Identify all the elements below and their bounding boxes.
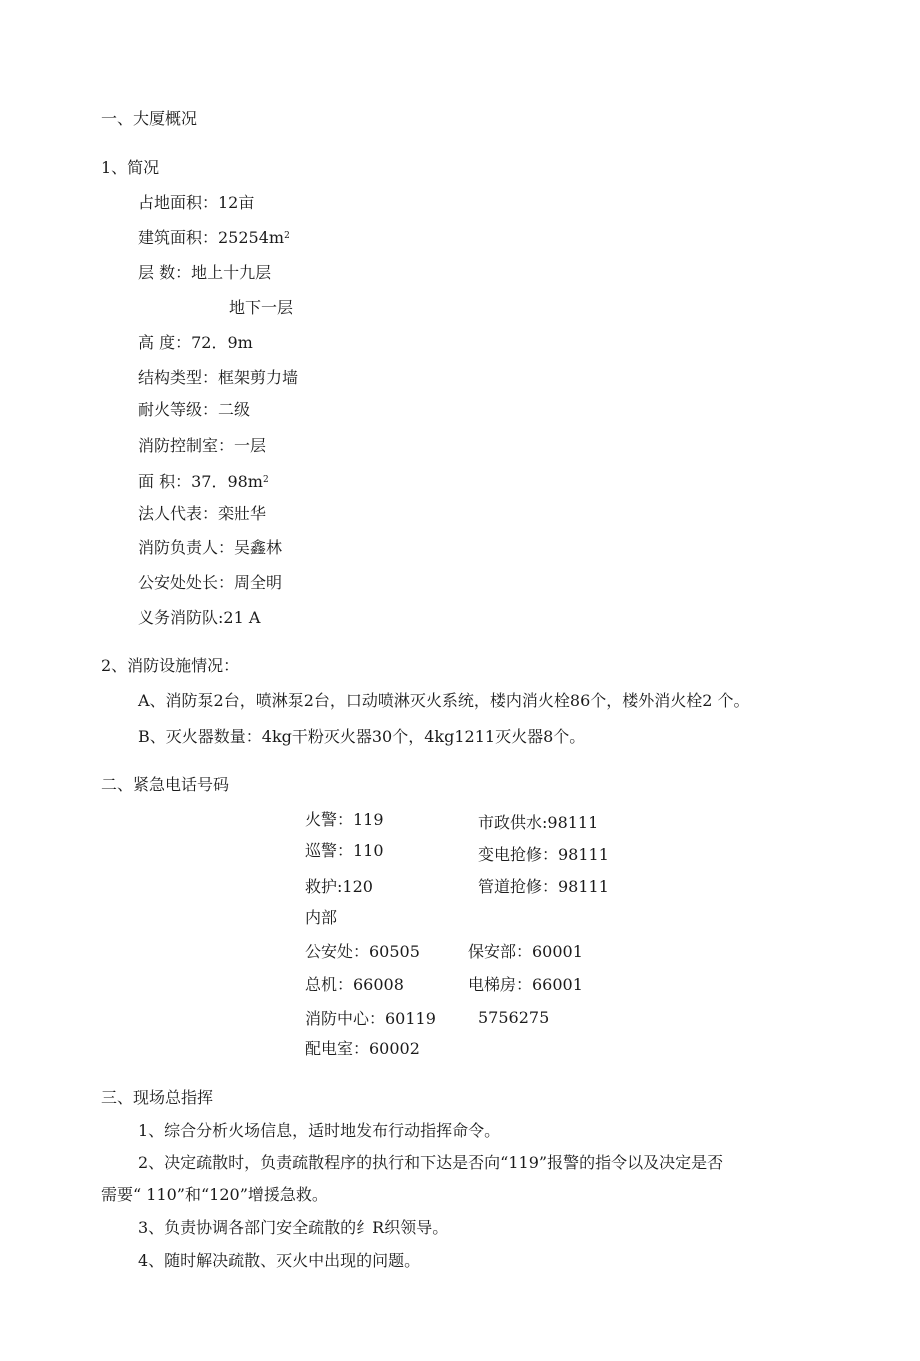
facility-extinguishers: B、灭火器数量：4kg干粉灭火器30个，4kg1211灭火器8个。 bbox=[138, 727, 586, 746]
fire-rating: 耐火等级：二级 bbox=[138, 400, 251, 419]
floors-above: 层 数：地上十九层 bbox=[138, 263, 272, 282]
facility-pumps: A、消防泵2台，喷淋泵2台，口动喷淋灭火系统，楼内消火栓86个，楼外消火栓2 个。 bbox=[138, 691, 750, 710]
duty-3: 3、负责协调各部门安全疏散的纟R织领导。 bbox=[138, 1218, 449, 1237]
building-height: 高 度：72．9m bbox=[138, 333, 253, 352]
subheading-facilities: 2、消防设施情况： bbox=[101, 656, 240, 675]
building-area: 建筑面积：$25254m^2$ bbox=[138, 228, 290, 247]
duty-4: 4、随时解决疏散、灭火中出现的问题。 bbox=[138, 1251, 421, 1270]
duty-2-line1: 2、决定疏散时，负责疏散程序的执行和下达是否向“119”报警的指令以及决定是否 bbox=[138, 1153, 724, 1172]
police-chief: 公安处处长：周全明 bbox=[138, 573, 283, 592]
control-room: 消防控制室：一层 bbox=[138, 436, 267, 455]
section-heading-commander: 三、现场总指挥 bbox=[101, 1088, 214, 1107]
legal-representative: 法人代表：栾壯华 bbox=[138, 504, 267, 523]
phone-elevator: 电梯房：66001 bbox=[468, 975, 583, 994]
phone-distribution: 配电室：60002 bbox=[305, 1039, 420, 1058]
section-heading-overview: 一、大厦概况 bbox=[101, 109, 198, 128]
phone-security: 保安部：60001 bbox=[468, 942, 583, 961]
phone-police-office: 公安处：60505 bbox=[305, 942, 420, 961]
land-area: 占地面积：12亩 bbox=[138, 193, 255, 212]
phone-water: 市政供水:98111 bbox=[478, 813, 599, 832]
fire-manager: 消防负责人：吴鑫林 bbox=[138, 538, 283, 557]
control-room-area: 面 积：37．$98m^2$ bbox=[138, 472, 269, 491]
subheading-summary: 1、简况 bbox=[101, 158, 160, 177]
phone-switchboard: 总机：66008 bbox=[305, 975, 404, 994]
phone-patrol: 巡警：110 bbox=[305, 841, 384, 860]
phone-power: 变电抢修：98111 bbox=[478, 845, 609, 864]
section-heading-phones: 二、紧急电话号码 bbox=[101, 775, 230, 794]
phone-pipe: 管道抢修：98111 bbox=[478, 877, 609, 896]
volunteer-team: 义务消防队:21 A bbox=[138, 608, 261, 627]
internal-label: 内部 bbox=[305, 908, 338, 927]
duty-2-line2: 需要“ 110”和“120”增援急救。 bbox=[101, 1185, 328, 1204]
phone-fire: 火警：119 bbox=[305, 810, 384, 829]
duty-1: 1、综合分析火场信息，适时地发布行动指挥命令。 bbox=[138, 1121, 501, 1140]
phone-fire-center: 消防中心：60119 bbox=[305, 1009, 436, 1028]
phone-fire-center-alt: 5756275 bbox=[478, 1008, 550, 1027]
phone-ambulance: 救护:120 bbox=[305, 877, 373, 896]
floors-below: 地下一层 bbox=[229, 298, 294, 317]
structure-type: 结构类型：框架剪力墙 bbox=[138, 368, 299, 387]
